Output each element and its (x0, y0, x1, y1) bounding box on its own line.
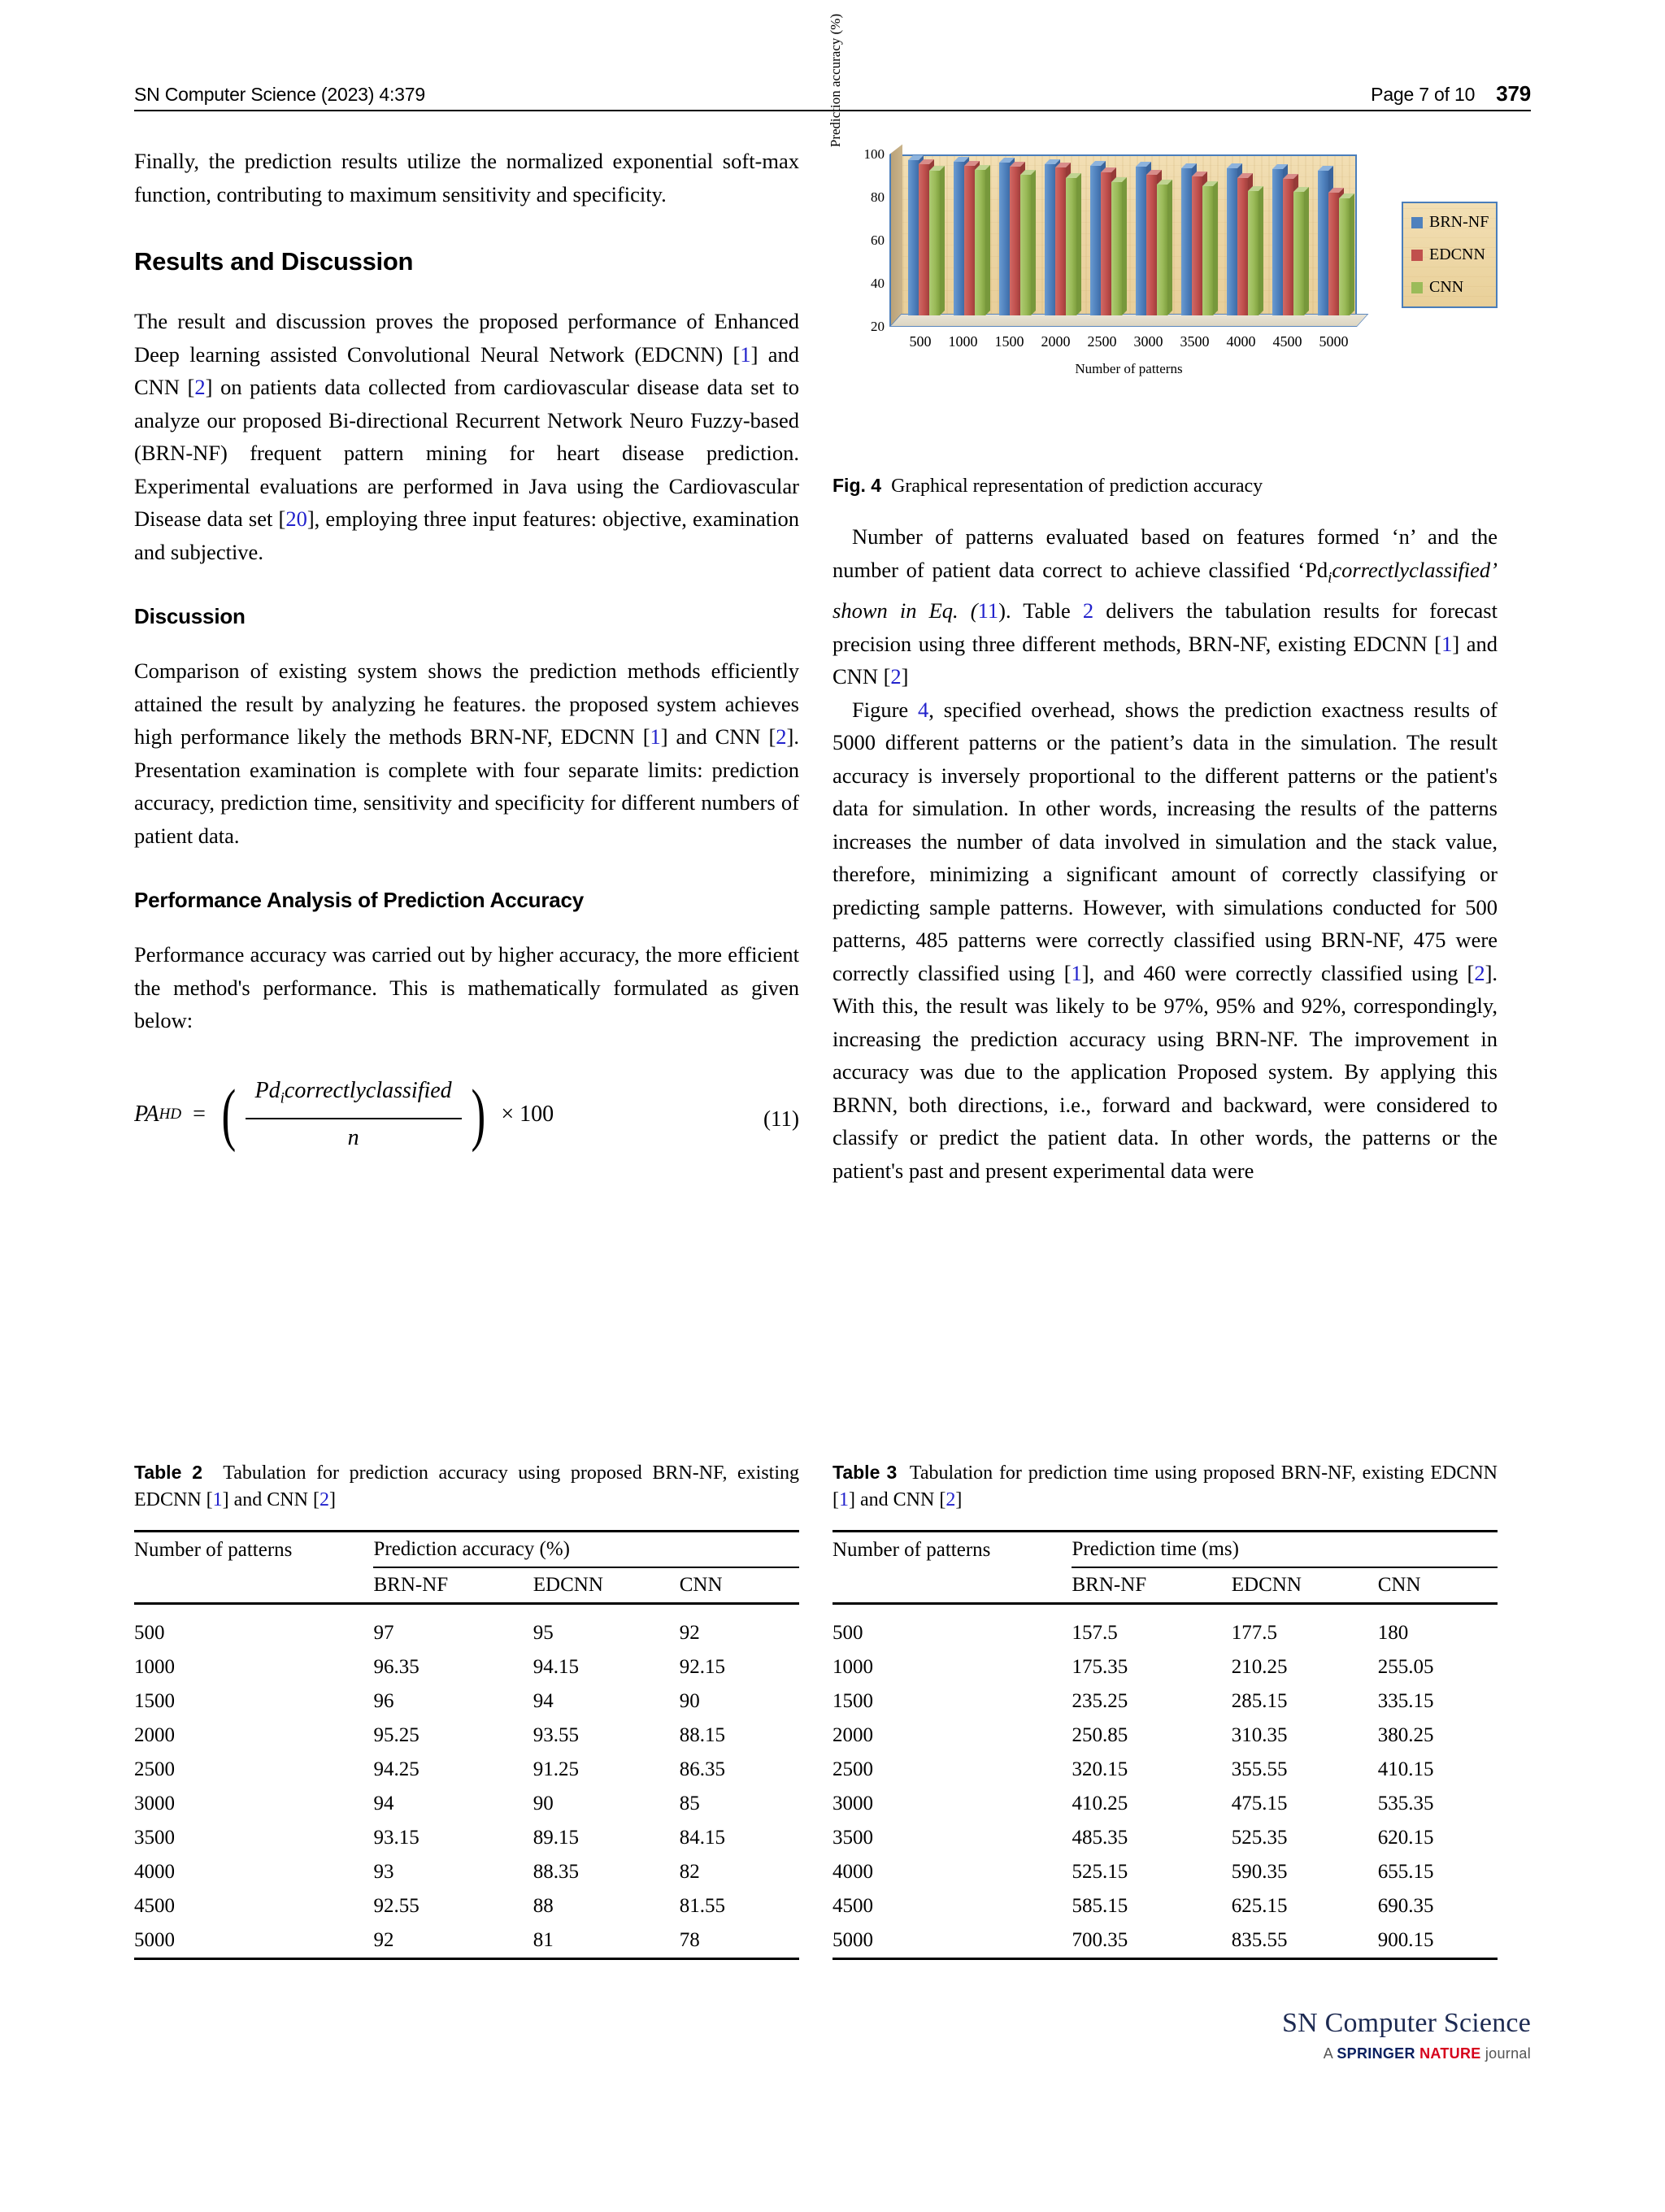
table-2-subheader-cnn: CNN (680, 1567, 799, 1604)
paragraph-right-a-rest2: ). Table (998, 598, 1083, 624)
bar-group-1500 (999, 154, 1031, 315)
table-3-cell: 2000 (832, 1724, 873, 1746)
table-2-cell: 84.15 (679, 1827, 725, 1849)
left-column (134, 145, 799, 1164)
table-3-cell: 255.05 (1377, 1656, 1434, 1678)
x-tick-4000: 4000 (1226, 333, 1256, 350)
table-2-subheader-edcnn: EDCNN (533, 1567, 680, 1604)
heading-results-and-discussion: Results and Discussion (134, 247, 414, 276)
table-2-cell: 1500 (134, 1690, 175, 1712)
equation-close-paren: ) (471, 1074, 485, 1153)
table-3-header-row-1 (832, 1532, 1498, 1568)
citation-link-2c[interactable]: 2 (890, 664, 902, 689)
paragraph-performance-text: Performance accuracy was carried out by higher accuracy, the more efficient the method's performance. This is mathematically formulated as given below: (134, 942, 799, 1032)
chart-x-axis-title: Number of patterns (1075, 361, 1183, 376)
paragraph-right-b-rest2: ], and 460 were correctly classified using [ (1081, 960, 1475, 985)
table-3-cell: 3000 (832, 1793, 873, 1814)
chart-y-axis-title: Prediction accuracy (%) (828, 13, 843, 148)
paragraph-results-a: The result and discussion proves the proposed performance of Enhanced Deep learning assisted Convolutional Neural Network (EDCNN) [ (134, 309, 799, 367)
paragraph-results (134, 305, 799, 568)
table-3-cell: 525.35 (1231, 1827, 1288, 1849)
chart-floor (889, 314, 1368, 327)
table-2-cell: 96 (373, 1690, 394, 1712)
table-2-caption-label: Table 2 (134, 1462, 203, 1483)
table-3-caption (832, 1459, 1498, 1514)
paragraph-right-a (832, 520, 1498, 693)
paragraph-right-b-rest: , specified overhead, shows the prediction exactness results of 5000 different patterns or the patient’s data in the simulation. The result accuracy is inversely proportional to the different patterns or the patient's data for simulation. In other words, increasing the results of the patterns increases the number of data involved in simulation and the stack value, therefore, minimizing a significant amount of correctly classifying or predicting sample patterns. However, with simulations conducted for 500 patterns, 485 patterns were correctly classified using BRN-NF, 475 were correctly classified using [ (832, 697, 1498, 985)
equation-numerator-subscript: i (280, 1089, 285, 1107)
figure-caption-label: Fig. 4 (832, 475, 882, 496)
bar-group-5000 (1318, 154, 1350, 315)
legend-label-edcnn: EDCNN (1429, 246, 1485, 263)
journal-reference: SN Computer Science (2023) 4:379 (134, 84, 425, 105)
table-3-cell: 320.15 (1072, 1758, 1128, 1780)
equation-11 (134, 1075, 799, 1164)
bar-cnn-2000 (1066, 178, 1076, 315)
equation-tail: × 100 (501, 1101, 554, 1127)
paragraph-results-b: ] and CNN [ (134, 341, 799, 399)
bar-cnn-500 (929, 171, 940, 315)
chart-bars (901, 154, 1357, 315)
table-2-caption-b: ] and CNN [ (222, 1489, 320, 1510)
table-3 (832, 1530, 1498, 1971)
table-2-header-row-2 (134, 1567, 799, 1604)
paragraph-right-a-rest4: ] and CNN [ (832, 631, 1498, 689)
table-3-cell: 1000 (832, 1656, 873, 1678)
table-3-cell: 5000 (832, 1929, 873, 1951)
bar-brn-nf-3500 (1181, 168, 1192, 315)
paragraph-discussion-a: Comparison of existing system shows the prediction methods efficiently attained the result by analyzing he features. the proposed system achieves high performance likely the methods BRN-NF, EDCNN [ (134, 658, 799, 749)
table-2-cell: 2500 (134, 1758, 175, 1780)
citation-link-2d[interactable]: 2 (1474, 960, 1485, 985)
table-3-cell: 585.15 (1072, 1895, 1128, 1917)
table-3-cell: 157.5 (1072, 1622, 1118, 1644)
table-3-cell: 180 (1377, 1622, 1409, 1644)
legend-label-cnn: CNN (1429, 278, 1464, 296)
footer-publisher (1282, 2045, 1531, 2062)
table-2-header-row-1 (134, 1532, 799, 1568)
right-column (832, 520, 1498, 1187)
figure-caption (832, 472, 1507, 500)
table-row (134, 1684, 799, 1719)
citation-link-20[interactable]: 20 (285, 506, 307, 531)
table-3-block (832, 1459, 1498, 1971)
bar-brn-nf-2000 (1045, 164, 1055, 315)
y-tick-80: 80 (871, 189, 885, 205)
table-3-header-group: Prediction time (ms) (1072, 1532, 1498, 1568)
table-3-cell: 620.15 (1377, 1827, 1434, 1849)
table-3-header-spacer (832, 1567, 1072, 1604)
x-tick-2000: 2000 (1041, 333, 1071, 350)
table-2-caption (134, 1459, 799, 1514)
table-2-header-spacer (134, 1567, 373, 1604)
table-2-cell: 92 (373, 1929, 394, 1951)
legend-label-brn-nf: BRN-NF (1429, 213, 1489, 231)
table-3-cell: 625.15 (1231, 1895, 1288, 1917)
figure-caption-text: Graphical representation of prediction accuracy (891, 476, 1263, 497)
table-2-cell: 95.25 (373, 1724, 420, 1746)
y-tick-40: 40 (871, 276, 885, 291)
table-2-bottom-rule (134, 1959, 799, 1972)
footer-nature: NATURE (1419, 2045, 1481, 2062)
footer-journal-title: SN Computer Science (1282, 2008, 1531, 2038)
bar-edcnn-4000 (1237, 178, 1248, 315)
paragraph-right-a-rest5: ] (901, 664, 909, 689)
legend-swatch-cnn (1411, 282, 1423, 293)
bar-group-4500 (1272, 154, 1304, 315)
table-3-cell: 475.15 (1231, 1793, 1288, 1814)
table-2-citation-2[interactable]: 2 (319, 1489, 329, 1510)
equation-body (134, 1075, 554, 1155)
table-2-cell: 78 (679, 1929, 700, 1951)
table-2-cell: 81 (533, 1929, 554, 1951)
table-2-block (134, 1459, 799, 1971)
citation-link-2b[interactable]: 2 (776, 724, 787, 749)
table-3-cell: 380.25 (1377, 1724, 1434, 1746)
table-2-header-patterns: Number of patterns (134, 1532, 373, 1568)
page-indicator: Page 7 of 10 (1371, 84, 1476, 105)
x-tick-1500: 1500 (994, 333, 1024, 350)
table-3-citation-1[interactable]: 1 (839, 1489, 849, 1510)
table-3-cell: 410.25 (1072, 1793, 1128, 1814)
legend-swatch-brn-nf (1411, 217, 1423, 228)
table-3-subheader-edcnn: EDCNN (1232, 1567, 1378, 1604)
table-2 (134, 1530, 799, 1971)
bar-edcnn-5000 (1328, 193, 1339, 315)
bar-edcnn-1500 (1010, 167, 1020, 315)
citation-link-2[interactable]: 2 (194, 375, 206, 399)
bar-brn-nf-3000 (1136, 167, 1146, 315)
table-2-cell: 88.35 (533, 1861, 580, 1883)
paragraph-right-b-lead: Figure (852, 697, 919, 722)
paragraph-discussion-b: ] and CNN [ (660, 724, 776, 749)
footer-sub-b: journal (1480, 2045, 1531, 2062)
bar-group-3500 (1181, 154, 1213, 315)
table-2-cell: 93.55 (533, 1724, 580, 1746)
table-3-cell: 700.35 (1072, 1929, 1128, 1951)
table-2-cell: 95 (533, 1622, 554, 1644)
bar-brn-nf-2500 (1090, 166, 1101, 315)
bar-edcnn-3500 (1192, 176, 1202, 315)
equation-numerator-pd: Pd (254, 1077, 280, 1103)
table-2-cell: 97 (373, 1622, 394, 1644)
equation-link-11[interactable]: 11 (977, 598, 999, 624)
paragraph-intro (134, 145, 799, 211)
table-3-subheader-cnn: CNN (1378, 1567, 1498, 1604)
table-2-cell: 86.35 (679, 1758, 725, 1780)
table-3-header-row-2 (832, 1567, 1498, 1604)
table-3-cell: 177.5 (1231, 1622, 1278, 1644)
table-2-header-group: Prediction accuracy (%) (373, 1532, 799, 1568)
bar-edcnn-3000 (1146, 175, 1157, 315)
paragraph-right-b (832, 693, 1498, 1188)
table-row (832, 1855, 1498, 1889)
footer-springer: SPRINGER (1337, 2045, 1415, 2062)
table-3-cell: 410.15 (1377, 1758, 1434, 1780)
table-row (832, 1821, 1498, 1855)
table-2-cell: 94.25 (373, 1758, 420, 1780)
x-tick-2500: 2500 (1087, 333, 1117, 350)
bar-brn-nf-5000 (1318, 171, 1328, 315)
equation-denominator: n (347, 1124, 359, 1150)
table-3-cell: 500 (832, 1622, 863, 1644)
bar-cnn-5000 (1339, 198, 1350, 315)
paragraph-right-a-text: Number of patterns evaluated based on features formed ‘n’ and the number of patient data correct to achieve classified ‘Pd (832, 524, 1498, 582)
table-3-subheader-brn-nf: BRN-NF (1072, 1567, 1231, 1604)
table-row (832, 1719, 1498, 1753)
table-link-2[interactable]: 2 (1082, 598, 1094, 624)
table-row (134, 1923, 799, 1959)
table-2-cell: 94 (533, 1690, 554, 1712)
table-row (134, 1855, 799, 1889)
bar-cnn-4000 (1248, 191, 1259, 315)
paragraph-intro-text: Finally, the prediction results utilize the normalized exponential soft-max function, contributing to maximum sensitivity and specificity. (134, 149, 799, 206)
y-tick-100: 100 (863, 146, 885, 162)
table-2-cell: 81.55 (679, 1895, 725, 1917)
table-3-cell: 835.55 (1231, 1929, 1288, 1951)
paragraph-results-c: ] on patients data collected from cardiovascular disease data set to analyze our proposed Bi-directional Recurrent Network Neuro Fuzzy-based (BRN-NF) frequent pattern mining for heart disease prediction. Experimental evaluations are performed in Java using the Cardiovascular Disease data set [ (134, 375, 799, 531)
table-2-citation-1[interactable]: 1 (212, 1489, 223, 1510)
table-3-mid-rule (832, 1604, 1498, 1617)
running-head-right (1371, 81, 1531, 106)
bar-brn-nf-4500 (1272, 169, 1283, 315)
bar-brn-nf-500 (908, 160, 919, 315)
bar-cnn-3000 (1157, 185, 1167, 315)
table-3-header-patterns: Number of patterns (832, 1532, 1072, 1568)
chart-y-tick-labels (850, 146, 885, 334)
paragraph-right-a-rest: correctlyclassified’ shown in Eq. ( (832, 557, 1498, 624)
table-row (832, 1923, 1498, 1959)
x-tick-500: 500 (909, 333, 932, 350)
table-2-cell: 93 (373, 1861, 394, 1883)
table-3-cell: 525.15 (1072, 1861, 1128, 1883)
chart-plot-area (889, 154, 1357, 327)
paragraph-performance (134, 938, 799, 1037)
chart-legend (1402, 202, 1498, 308)
chart-x-tick-labels (901, 333, 1357, 350)
table-2-cell: 1000 (134, 1656, 175, 1678)
x-tick-3000: 3000 (1133, 333, 1163, 350)
table-2-cell: 90 (533, 1793, 554, 1814)
table-row (832, 1684, 1498, 1719)
table-2-cell: 89.15 (533, 1827, 580, 1849)
table-3-cell: 235.25 (1072, 1690, 1128, 1712)
bar-cnn-2500 (1111, 182, 1122, 315)
x-tick-4500: 4500 (1272, 333, 1302, 350)
table-2-cell: 3000 (134, 1793, 175, 1814)
bar-group-3000 (1136, 154, 1167, 315)
table-3-cell: 210.25 (1231, 1656, 1288, 1678)
bar-cnn-4500 (1293, 192, 1304, 315)
citation-link-1d[interactable]: 1 (1071, 960, 1082, 985)
footer (1282, 2008, 1531, 2062)
equation-equals: = (193, 1101, 206, 1127)
heading-performance-analysis: Performance Analysis of Prediction Accuracy (134, 888, 585, 912)
table-2-body (134, 1616, 799, 1959)
y-tick-60: 60 (871, 232, 885, 248)
x-tick-3500: 3500 (1180, 333, 1210, 350)
bar-edcnn-2000 (1055, 167, 1066, 315)
table-2-cell: 82 (679, 1861, 700, 1883)
legend-item-edcnn (1411, 246, 1488, 264)
table-3-caption-b: ] and CNN [ (849, 1489, 946, 1510)
citation-link-1c[interactable]: 1 (1441, 631, 1453, 656)
table-2-cell: 93.15 (373, 1827, 420, 1849)
table-3-citation-2[interactable]: 2 (946, 1489, 956, 1510)
paragraph-discussion (134, 654, 799, 852)
table-2-cell: 500 (134, 1622, 165, 1644)
table-3-cell: 655.15 (1377, 1861, 1434, 1883)
table-3-body (832, 1616, 1498, 1959)
x-tick-1000: 1000 (948, 333, 978, 350)
table-3-cell: 4000 (832, 1861, 873, 1883)
table-3-cell: 285.15 (1231, 1690, 1288, 1712)
table-3-cell: 310.35 (1231, 1724, 1288, 1746)
bar-edcnn-4500 (1283, 179, 1293, 315)
footer-sub-a: A (1323, 2045, 1337, 2062)
table-2-cell: 2000 (134, 1724, 175, 1746)
table-2-caption-a: Tabulation for prediction accuracy using proposed BRN-NF, existing EDCNN [ (134, 1462, 800, 1510)
table-2-cell: 4500 (134, 1895, 175, 1917)
table-2-subheader-brn-nf: BRN-NF (373, 1567, 533, 1604)
bar-brn-nf-1500 (999, 163, 1010, 315)
bar-cnn-1000 (975, 170, 985, 315)
bar-edcnn-1000 (964, 166, 975, 315)
equation-open-paren: ( (221, 1074, 237, 1153)
table-2-cell: 88.15 (679, 1724, 725, 1746)
figure-link-4[interactable]: 4 (918, 697, 929, 722)
table-3-cell: 355.55 (1231, 1758, 1288, 1780)
equation-numerator-rest: correctlyclassified (284, 1077, 452, 1103)
bar-group-2000 (1045, 154, 1076, 315)
table-3-cell: 1500 (832, 1690, 873, 1712)
table-2-cell: 90 (679, 1690, 700, 1712)
table-row (134, 1889, 799, 1923)
bar-group-2500 (1090, 154, 1122, 315)
equation-numerator (246, 1075, 462, 1118)
paragraph-discussion-c: ]. Presentation examination is complete with four separate limits: prediction accuracy, prediction time, sensitivity and specificity for different numbers of patient data. (134, 724, 799, 848)
table-2-cell: 92.15 (679, 1656, 725, 1678)
table-3-cell: 900.15 (1377, 1929, 1434, 1951)
bar-group-500 (908, 154, 940, 315)
equation-number: (11) (763, 1106, 799, 1131)
equation-lhs-subscript: HD (159, 1105, 182, 1123)
table-2-cell: 92 (679, 1622, 700, 1644)
table-2-mid-rule (134, 1604, 799, 1617)
table-3-cell: 2500 (832, 1758, 873, 1780)
paragraph-right-b-rest3: ]. With this, the result was likely to be 97%, 95% and 92%, correspondingly, increasing the prediction accuracy using BRN-NF. The improvement in accuracy was due to the application Proposed system. By applying this BRNN, both directions, i.e., forward and backward, were considered to classify or predict the patient data. In other words, the patterns or the patient's past and present experimental data were (832, 960, 1498, 1183)
table-2-cell: 91.25 (533, 1758, 580, 1780)
bar-edcnn-2500 (1101, 172, 1111, 315)
legend-item-cnn (1411, 278, 1488, 297)
table-3-bottom-rule (832, 1959, 1498, 1972)
table-2-cell: 5000 (134, 1929, 175, 1951)
equation-fraction-bar (246, 1118, 462, 1119)
equation-fraction (246, 1075, 462, 1155)
table-3-caption-a: Tabulation for prediction time using proposed BRN-NF, existing EDCNN [ (832, 1462, 1498, 1510)
table-row (832, 1753, 1498, 1787)
article-number: 379 (1496, 81, 1531, 106)
bar-cnn-3500 (1202, 186, 1213, 315)
table-row (832, 1650, 1498, 1684)
citation-link-1[interactable]: 1 (740, 341, 751, 367)
table-3-cell: 590.35 (1231, 1861, 1288, 1883)
y-tick-20: 20 (871, 319, 885, 334)
citation-link-1b[interactable]: 1 (650, 724, 661, 749)
table-row (134, 1821, 799, 1855)
table-3-cell: 535.35 (1377, 1793, 1434, 1814)
table-2-cell: 94.15 (533, 1656, 580, 1678)
bar-brn-nf-4000 (1227, 168, 1237, 315)
table-2-cell: 92.55 (373, 1895, 420, 1917)
table-3-cell: 175.35 (1072, 1656, 1128, 1678)
bar-group-4000 (1227, 154, 1259, 315)
table-2-caption-c: ] (328, 1489, 336, 1510)
heading-discussion: Discussion (134, 604, 246, 628)
table-2-cell: 3500 (134, 1827, 175, 1849)
legend-swatch-edcnn (1411, 250, 1423, 261)
table-2-cell: 85 (679, 1793, 700, 1814)
table-row (134, 1616, 799, 1650)
table-row (134, 1719, 799, 1753)
paragraph-right-a-subscript: i (1328, 568, 1332, 586)
equation-lhs: PA (134, 1101, 159, 1127)
table-3-cell: 250.85 (1072, 1724, 1128, 1746)
table-row (134, 1753, 799, 1787)
bar-group-1000 (954, 154, 985, 315)
paragraph-right-a-rest3: delivers the tabulation results for forecast precision using three different methods, BRN-NF, existing EDCNN [ (832, 598, 1498, 656)
table-row (832, 1616, 1498, 1650)
table-3-caption-label: Table 3 (832, 1462, 898, 1483)
legend-item-brn-nf (1411, 213, 1488, 232)
table-row (832, 1787, 1498, 1821)
table-3-cell: 3500 (832, 1827, 873, 1849)
table-row (832, 1889, 1498, 1923)
table-3-cell: 485.35 (1072, 1827, 1128, 1849)
table-2-cell: 96.35 (373, 1656, 420, 1678)
table-2-cell: 4000 (134, 1861, 175, 1883)
table-2-cell: 88 (533, 1895, 554, 1917)
bar-edcnn-500 (919, 164, 929, 315)
bar-brn-nf-1000 (954, 162, 964, 315)
table-3-cell: 4500 (832, 1895, 873, 1917)
table-3-cell: 690.35 (1377, 1895, 1434, 1917)
table-3-caption-c: ] (955, 1489, 963, 1510)
table-row (134, 1787, 799, 1821)
table-row (134, 1650, 799, 1684)
bar-cnn-1500 (1020, 175, 1031, 315)
x-tick-5000: 5000 (1319, 333, 1349, 350)
paragraph-results-d: ], employing three input features: objective, examination and subjective. (134, 506, 799, 564)
table-2-cell: 94 (373, 1793, 394, 1814)
table-3-cell: 335.15 (1377, 1690, 1434, 1712)
